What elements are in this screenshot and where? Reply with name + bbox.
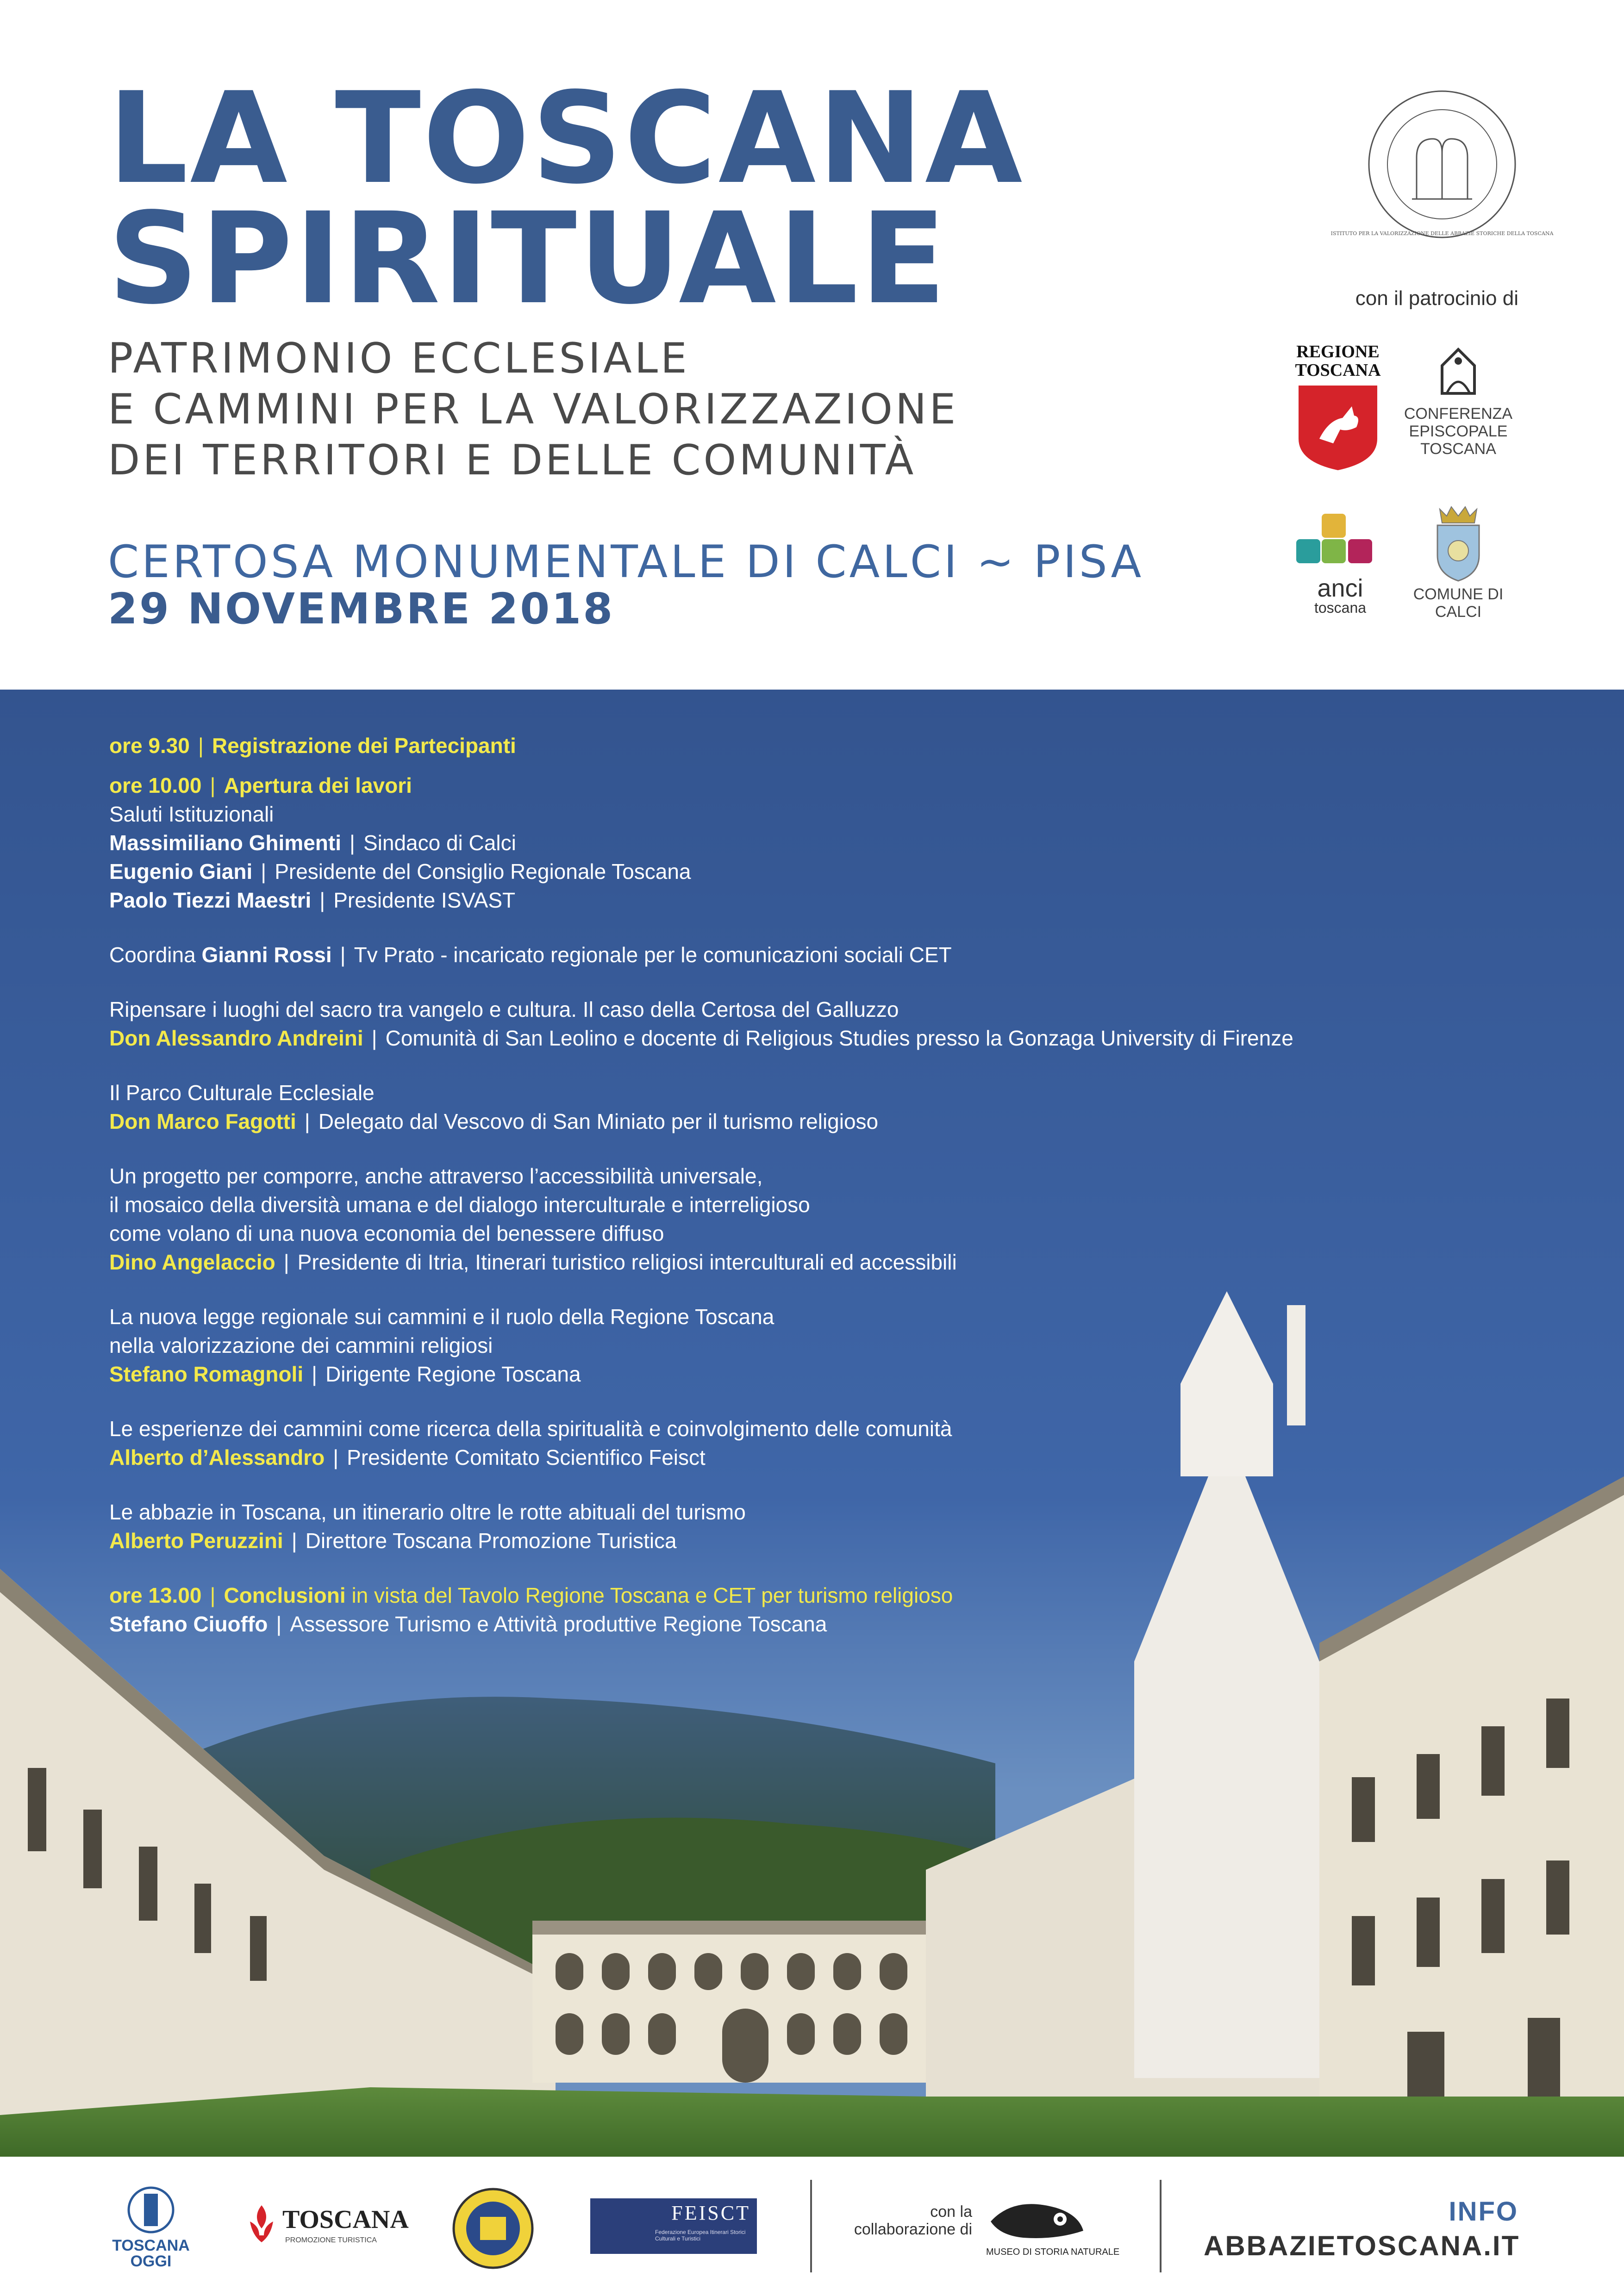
fleur-de-lis-icon: [245, 2203, 278, 2245]
separator: |: [350, 831, 355, 855]
separator: |: [304, 1109, 310, 1133]
calci-crest-icon: [1428, 504, 1488, 583]
conclusion-title: Conclusioni: [224, 1583, 346, 1607]
opening-time: ore 10.00: [109, 773, 202, 797]
greetings-label: Saluti Istituzionali: [109, 802, 274, 826]
separator: |: [340, 943, 346, 967]
separator: |: [210, 1583, 216, 1607]
patronage-label: con il patrocinio di: [1355, 287, 1518, 310]
talk-speaker: Don Alessandro Andreini: [109, 1026, 363, 1050]
opening-row: [109, 771, 1544, 800]
mitre-icon: [1428, 342, 1488, 403]
conclusion-speaker: Stefano Ciuoffo: [109, 1612, 268, 1636]
talk-topic: Le abbazie in Toscana, un itinerario oltre le rotte abituali del turismo: [109, 1500, 746, 1524]
cet-line-3: TOSCANA: [1420, 440, 1496, 458]
toscana-promozione-logo: [245, 2203, 409, 2259]
separator: |: [283, 1250, 289, 1274]
info-label: INFO: [1449, 2196, 1518, 2227]
comune-calci-logo: [1407, 504, 1509, 629]
separator: |: [276, 1612, 282, 1636]
talk-role: Comunità di San Leolino e docente di Religious Studies presso la Gonzaga University di Firenze: [385, 1026, 1293, 1050]
regione-toscana-logo: [1292, 342, 1384, 481]
feisct-sub: Federazione Europea Itinerari Storici Culturali e Turistici: [655, 2229, 746, 2242]
separator: |: [312, 1362, 318, 1386]
registration-row: [109, 731, 1544, 760]
toscana-oggi-icon: [116, 2184, 186, 2235]
subtitle-line-2: E CAMMINI PER LA VALORIZZAZIONE: [108, 385, 959, 434]
greeting-row: [109, 886, 1544, 915]
registration-time: ore 9.30: [109, 734, 190, 758]
talk-speaker-row: [109, 1107, 1544, 1136]
greeting-role: Presidente ISVAST: [333, 888, 516, 912]
collab-line-1: con la: [930, 2203, 972, 2221]
seal-text: ISTITUTO PER LA VALORIZZAZIONE DELLE ABBAZIE STORICHE DELLA TOSCANA: [1330, 230, 1554, 236]
footer-divider: [810, 2180, 812, 2272]
talk-role: Direttore Toscana Promozione Turistica: [305, 1529, 677, 1553]
moderator-prefix: Coordina: [109, 943, 196, 967]
conclusion-role: Assessore Turismo e Attività produttive Regione Toscana: [290, 1612, 827, 1636]
registration-title: Registrazione dei Partecipanti: [212, 734, 516, 758]
talk-speaker-row: [109, 1443, 1544, 1472]
separator: |: [333, 1445, 339, 1469]
subtitle-line-1: PATRIMONIO ECCLESIALE: [108, 334, 690, 383]
anci-sub: toscana: [1314, 599, 1367, 616]
talk-speaker: Dino Angelaccio: [109, 1250, 275, 1274]
separator: |: [291, 1529, 297, 1553]
talk-topic: Ripensare i luoghi del sacro tra vangelo e cultura. Il caso della Certosa del Galluzzo: [109, 997, 899, 1021]
cet-logo: [1398, 342, 1518, 481]
info-website-link[interactable]: ABBAZIETOSCANA.IT: [1204, 2230, 1520, 2261]
separator: |: [261, 859, 267, 884]
moderator-role: Tv Prato - incaricato regionale per le comunicazioni sociali CET: [354, 943, 952, 967]
conclusion-time: ore 13.00: [109, 1583, 202, 1607]
event-venue: CERTOSA MONUMENTALE DI CALCI ~ PISA: [108, 536, 1144, 588]
conclusion-row: [109, 1581, 1544, 1610]
talk-role: Dirigente Regione Toscana: [325, 1362, 581, 1386]
conclusion-speaker-row: [109, 1610, 1544, 1638]
talk-speaker: Stefano Romagnoli: [109, 1362, 304, 1386]
calci-line-1: COMUNE DI: [1413, 585, 1504, 603]
separator: |: [319, 888, 325, 912]
talk-topic: Le esperienze dei cammini come ricerca della spiritualità e coinvolgimento delle comunità: [109, 1417, 952, 1441]
talk-speaker-row: [109, 1526, 1544, 1555]
separator: |: [210, 773, 216, 797]
greeting-row: [109, 828, 1544, 857]
regione-line-1: REGIONE: [1296, 342, 1380, 361]
conclusion-detail: in vista del Tavolo Regione Toscana e CET per turismo religioso: [351, 1583, 953, 1607]
greeting-name: Eugenio Giani: [109, 859, 253, 884]
talk-speaker-row: [109, 1360, 1544, 1388]
toscana-oggi-line-2: OGGI: [130, 2252, 172, 2270]
anci-squares-icon: [1296, 514, 1384, 574]
poster-title: [108, 66, 1126, 332]
talk-speaker-row: [109, 1248, 1544, 1276]
toscana-promo-sub: PROMOZIONE TURISTICA: [285, 2236, 377, 2244]
talk-speaker-row: [109, 1024, 1544, 1052]
regione-line-2: TOSCANA: [1295, 361, 1381, 380]
museum-logo: [986, 2194, 1120, 2263]
isvast-seal-logo: [1330, 88, 1554, 241]
program-schedule: [109, 731, 1544, 1638]
pegasus-shield-icon: [1296, 383, 1380, 471]
talk-speaker: Alberto Peruzzini: [109, 1529, 283, 1553]
talk-topic: La nuova legge regionale sui cammini e il ruolo della Regione Toscana: [109, 1305, 775, 1329]
toscana-oggi-line-1: TOSCANA: [112, 2237, 190, 2254]
talk-role: Presidente Comitato Scientifico Feisct: [347, 1445, 706, 1469]
separator: |: [198, 734, 204, 758]
anci-toscana-logo: [1292, 514, 1389, 625]
title-line-1: LA TOSCANA: [108, 66, 1024, 212]
greeting-row: [109, 857, 1544, 886]
anci-wordmark: anci: [1317, 574, 1363, 602]
circular-emblem-logo: [451, 2187, 535, 2270]
separator: |: [371, 1026, 377, 1050]
moderator-name: Gianni Rossi: [201, 943, 332, 967]
collaboration-label: [824, 2203, 972, 2238]
museum-name: MUSEO DI STORIA NATURALE: [986, 2247, 1120, 2257]
talk-speaker: Don Marco Fagotti: [109, 1109, 296, 1133]
talk-role: Delegato dal Vescovo di San Miniato per il turismo religioso: [318, 1109, 879, 1133]
talk-topic: il mosaico della diversità umana e del dialogo interculturale e interreligioso: [109, 1193, 810, 1217]
talk-topic: nella valorizzazione dei cammini religiosi: [109, 1333, 493, 1357]
poster-subtitle: [108, 333, 1173, 486]
greeting-name: Paolo Tiezzi Maestri: [109, 888, 312, 912]
subtitle-line-3: DEI TERRITORI E DELLE COMUNITÀ: [108, 436, 917, 485]
toscana-oggi-logo: [109, 2184, 193, 2277]
toscana-promo-name: TOSCANA: [282, 2205, 409, 2234]
feisct-logo: [590, 2198, 757, 2254]
talk-topic: Il Parco Culturale Ecclesiale: [109, 1081, 375, 1105]
cet-line-1: CONFERENZA: [1404, 405, 1513, 423]
moderator-row: [109, 940, 1544, 969]
info-block: [1204, 2196, 1518, 2262]
talk-topic: come volano di una nuova economia del benessere diffuso: [109, 1221, 664, 1245]
talk-topic: Un progetto per comporre, anche attraverso l’accessibilità universale,: [109, 1164, 763, 1188]
footer-divider: [1160, 2180, 1162, 2272]
talk-speaker: Alberto d’Alessandro: [109, 1445, 325, 1469]
greeting-role: Presidente del Consiglio Regionale Toscana: [275, 859, 691, 884]
title-line-2: SPIRITUALE: [108, 186, 948, 332]
collab-line-2: collaborazione di: [854, 2221, 972, 2238]
event-date: 29 NOVEMBRE 2018: [108, 584, 615, 634]
greeting-role: Sindaco di Calci: [363, 831, 516, 855]
talk-role: Presidente di Itria, Itinerari turistico religiosi interculturali ed accessibili: [297, 1250, 957, 1274]
greeting-name: Massimiliano Ghimenti: [109, 831, 341, 855]
opening-title: Apertura dei lavori: [224, 773, 412, 797]
whale-icon: [986, 2194, 1088, 2245]
cet-line-2: EPISCOPALE: [1409, 423, 1508, 440]
calci-line-2: CALCI: [1435, 603, 1482, 621]
feisct-name: FEISCT: [671, 2202, 750, 2224]
